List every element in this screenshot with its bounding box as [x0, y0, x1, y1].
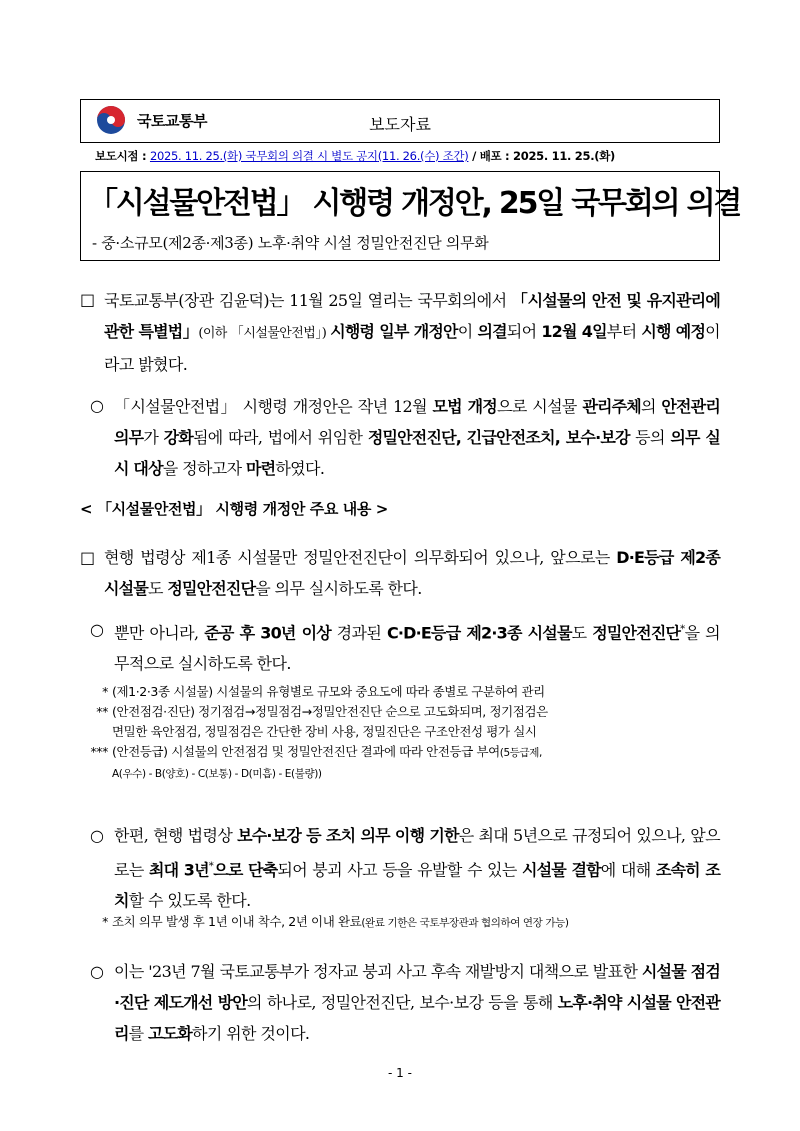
- circle-bullet-icon: ○: [90, 396, 104, 415]
- page-title: 「시설물안전법」 시행령 개정안, 25일 국무회의 의결: [88, 186, 741, 221]
- square-bullet-icon: □: [80, 290, 96, 309]
- paragraph-3: 현행 법령상 제1종 시설물만 정밀안전진단이 의무화되어 있으나, 앞으로는 D·E등급 제2종 시설물도 정밀안전진단을 의무 실시하도록 한다.: [104, 548, 720, 598]
- paragraph-4: 뿐만 아니라, 준공 후 30년 이상 경과된 C·D·E등급 제2·3종 시설물도 정밀안전진단*을 의무적으로 실시하도록 한다.: [114, 623, 721, 674]
- footnote: * (제1·2·3종 시설물) 시설물의 유형별로 규모와 중요도에 따라 종별로 구분하여 관리: [102, 684, 545, 699]
- paragraph-5: 한편, 현행 법령상 보수·보강 등 조치 의무 이행 기한은 최대 5년으로 규정되어 있으나, 앞으로는 최대 3년*으로 단축되어 붕괴 사고 등을 유발할 수 있는 시설물 결함에 대해 조속히 조치할 수 있도록 한다.: [114, 826, 720, 911]
- ministry-name: 국토교통부: [137, 112, 207, 130]
- section-title: < 「시설물안전법」 시행령 개정안 주요 내용 >: [80, 500, 388, 518]
- circle-bullet-icon: ○: [90, 826, 104, 845]
- embargo-label: 보도시점 :: [95, 149, 150, 163]
- release-date: / 배포 : 2025. 11. 25.(화): [468, 149, 615, 163]
- footnotes-1: [80, 682, 720, 784]
- paragraph-1: 국토교통부(장관 김윤덕)는 11월 25일 열리는 국무회의에서 「시설물의 안전 및 유지관리에 관한 특별법」(이하 「시설물안전법」) 시행령 일부 개정안이 의결되어 12월 4일부터 시행 예정이라고 밝혔다.: [104, 291, 720, 374]
- embargo-line: [95, 148, 720, 164]
- footnote-continued: A(우수) - B(양호) - C(보통) - D(미흡) - E(불량)): [112, 768, 322, 780]
- paragraph-6: 이는 '23년 7월 국토교통부가 정자교 붕괴 사고 후속 재발방지 대책으로 발표한 시설물 점검·진단 제도개선 방안의 하나로, 정밀안전진단, 보수·보강 등을 통해 노후·취약 시설물 안전관리를 고도화하기 위한 것이다.: [114, 962, 720, 1043]
- document-type: 보도자료: [369, 115, 431, 134]
- footnote-continued: 면밀한 육안점검, 정밀점검은 간단한 장비 사용, 정밀진단은 구조안전성 평가 실시: [112, 724, 537, 739]
- circle-bullet-icon: ○: [90, 962, 104, 981]
- embargo-time[interactable]: 2025. 11. 25.(화) 국무회의 의결 시 별도 공지: [149, 149, 378, 163]
- paragraph-2: 「시설물안전법」 시행령 개정안은 작년 12월 모법 개정으로 시설물 관리주체의 안전관리 의무가 강화됨에 따라, 법에서 위임한 정밀안전진단, 긴급안전조치, 보수·보강 등의 의무 실시 대상을 정하고자 마련하였다.: [114, 397, 721, 478]
- circle-bullet-icon: ○: [90, 620, 104, 639]
- footnote: ** (안전점검·진단) 정기점검→정밀점검→정밀안전진단 순으로 고도화되며, 정기점검은: [96, 704, 548, 719]
- page-subtitle: - 중·소규모(제2종·제3종) 노후·취약 시설 정밀안전진단 의무화: [92, 234, 489, 252]
- embargo-paren[interactable]: (11. 26.(수) 조간): [377, 149, 469, 163]
- square-bullet-icon: □: [80, 548, 96, 567]
- page-number: - 1 -: [388, 1066, 412, 1080]
- footnote: * 조치 의무 발생 후 1년 이내 착수, 2년 이내 완료(완료 기한은 국토부장관과 협의하여 연장 가능): [102, 914, 569, 929]
- footnote: *** (안전등급) 시설물의 안전점검 및 정밀안전진단 결과에 따라 안전등급 부여(5등급제,: [90, 744, 542, 759]
